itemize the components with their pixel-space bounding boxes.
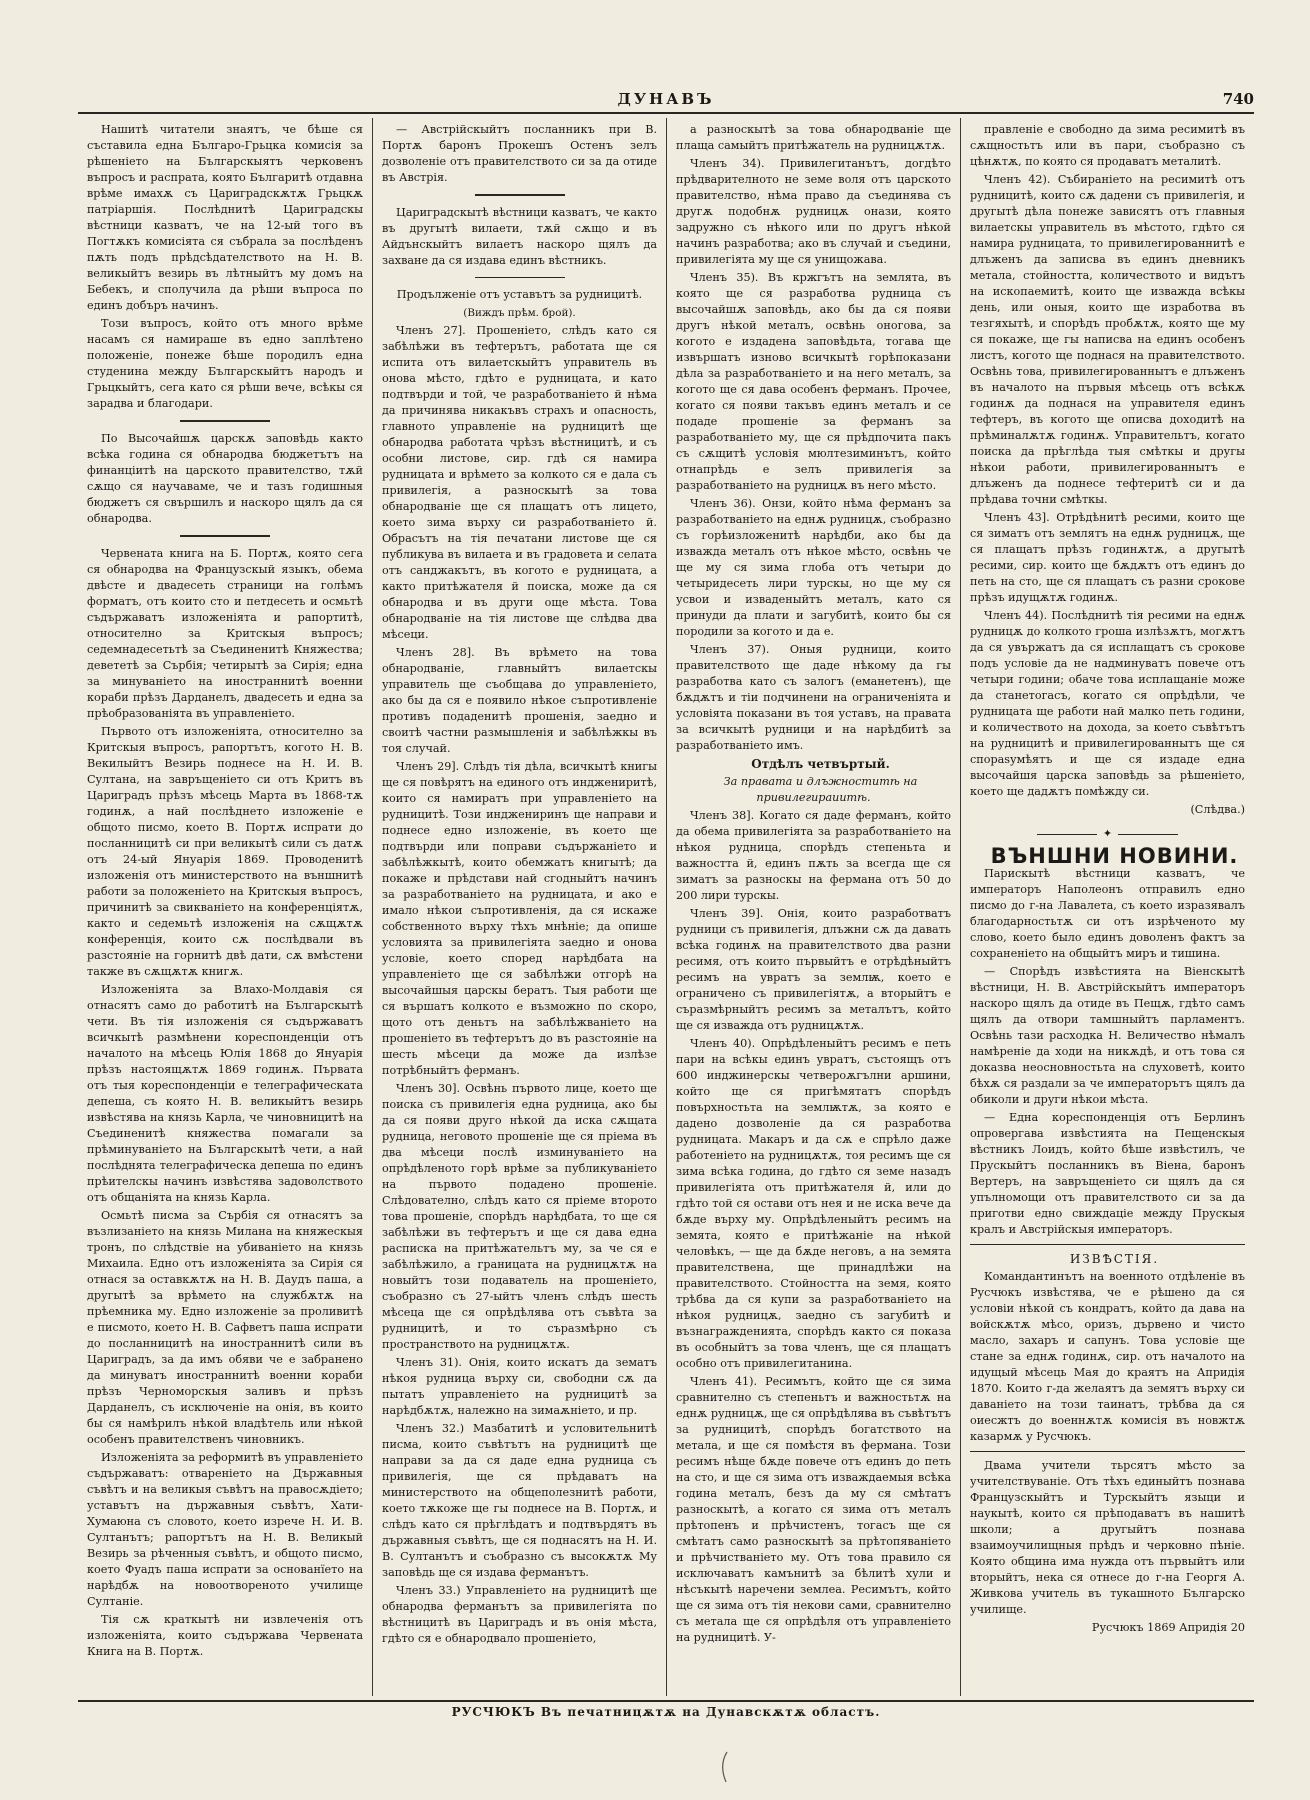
separator (180, 420, 270, 422)
article-paragraph: Членъ 30]. Освѣнь първото лице, което ще поиска съ привилегія една рудница, ако бы да ся появи друго нѣкой да иска сѫщата рудница, неговото прошеніе ще ся пріема въ два мѣсеци послѣ изминуваніето на опрѣдѣленото горѣ врѣме за публикуваніето на първото подадено прошеніе. Слѣдователно, слѣдъ като ся пріеме второто това прошеніе, спорѣдъ нарѣдбата, то ще ся забѣлѣжи въ тефтерътъ и ще ся дава една расписка на притѣжательтъ му, за че ся е забѣлѣжило, а границата на рудницѫтѫ на новыйтъ този подаватель на прошеніето, съобразно съ 27-ыйтъ членъ слѣдъ шесть мѣсеца ще ся опрѣдѣлява отъ съвѣта за рудницитѣ, и то съразмѣрно съ пространството на рудницѫтѫ. (382, 1082, 657, 1351)
article-paragraph: По Высочайшѫ царскѫ заповѣдь както всѣка година ся обнародва бюджетътъ на финанціитѣ на царското правителство, тѫй сѫщо ся научаваме, че и тазъ годишныя бюджетъ ся свършилъ и наскоро щялъ да ся обнародва. (87, 432, 363, 525)
ornament-divider (970, 826, 1245, 842)
article-paragraph: Първото отъ изложеніята, относително за Критскыя въпросъ, рапортътъ, когото Н. В. Векилыйтъ Везирь поднесе на Н. И. В. Султана, на завръщеніето си отъ Критъ въ Цариградъ прѣзъ мѣсець Марта въ 1868-тѫ годинѫ, а най послѣднето изложеніе е общото писмо, което В. Портѫ испрати до посланницитѣ си при великытѣ сили съ датѫ отъ 24-ый Януарія 1869. Проводенитѣ изложенія отъ министерството на външнитѣ работи за положеніето на Критскыя въпросъ, причинитѣ за свикваніето на конференціятѫ, както и седемьтѣ изложенія на сѫщѫтѫ конференція, които сѫ послѣдвали въ разстояніе на горнитѣ двѣ дати, сѫ вмѣстени также въ сѫщѫтѫ книгѫ. (87, 725, 363, 978)
article-paragraph: Членъ 34). Привилегитанътъ, догдѣто прѣдварителното не земе воля отъ царското правителство, нѣма право да съединява съ другѫ подобнѫ рудницѫ онази, която задружно съ нѣкого или по другъ нѣкой начинъ разработва; ако въ случай и съедини, привилегіята му ще ся унищожава. (676, 157, 951, 266)
column-4 (960, 118, 1254, 1696)
article-paragraph: Членъ 41). Ресимътъ, който ще ся зима сравнително съ степеньтъ и важностьтѫ на еднѫ рудницѫ, ще ся опрѣдѣлява въ съвѣтътъ за рудницитѣ, спорѣдъ богатството на метала, и ще ся помѣстя въ фермана. Този ресимъ нѣще бѫде повече отъ единъ до петь на сто, и ще ся зима отъ изваждаемыя всѣка година металъ, безъ да му ся смѣтатъ разноскытѣ, а когато ся зима отъ металъ прѣтопенъ и прѣчистенъ, тогасъ ще ся смѣтатъ само разноскытѣ за прѣтопяваніето и прѣчистваніето му. Отъ това правило ся исключаватъ камънитѣ за бѣлитѣ хули и нѣсъкытѣ наречени землеа. Ресимътъ, който ще ся зима отъ тія некови сами, сравнително съ метала ще ся опрѣдѣля отъ управленіето на рудницитѣ. У- (676, 1375, 951, 1644)
article-paragraph: Членъ 33.) Управленіето на рудницитѣ ще обнародва ферманътъ за привилегіята по вѣстницитѣ въ Цариградъ и въ онія мѣста, гдѣто ся е обнародвало прошеніето, (382, 1584, 657, 1645)
section-title: Продълженіе отъ уставътъ за рудницитѣ. (396, 288, 643, 301)
separator (475, 194, 565, 196)
article-paragraph: Изложеніята за Влахо-Молдавія ся отнасятъ само до работитѣ на Българскытѣ чети. Въ тія изложенія ся съдържаватъ всичкытѣ размѣнени кореспонденціи отъ началото на мѣсець Юлія 1868 до Януарія прѣзъ настоящѫтѫ 1869 годинѫ. Първата отъ тыя кореспонденціи е телеграфическата депеша, съ която Н. В. великыйтъ везирь извѣстява на князь Карла, че чиновницитѣ на Съединенитѣ княжества помагали за прѣминуваніето на Българскытѣ чети, а най послѣднята телеграфическа депеша по единъ прѣителскы начинъ извѣстява задоволството отъ общаніята на князь Карла. (87, 983, 363, 1204)
notice-paragraph: Двама учители тьрсятъ мѣсто за учителствуваніе. Отъ тѣхъ единыйтъ познава Французскыйтъ и Турскыйтъ языци и наукытѣ, които ся прѣподаватъ въ нашитѣ школи; а другыйтъ познава взаимоучилищныя прѣдъ и черковно пѣніе. Която община има нужда отъ първыйтъ или вторыйтъ, нека ся отнесе до г-на Георгя А. Живкова учитель въ тукашното Българско училище. (970, 1459, 1245, 1616)
ornament-line (1037, 834, 1097, 835)
news-paragraph: — Австрійскыйтъ посланникъ при В. Портѫ баронъ Прокешъ Остенъ зелъ дозволеніе отъ правителството си за да отиде въ Австрія. (382, 123, 657, 184)
article-paragraph: Членъ 40). Опрѣдѣленыйтъ ресимъ е петь пари на всѣкы единъ увратъ, състоящъ отъ 600 инджинерскы четвероѫгълни аршини, който ще ся пригѣмятатъ спорѣдъ повърхностьта на землѭтѫ, за която е дадено дозволеніе да ся разработва рудницата. Макаръ и да сѫ е спрѣло даже работеніето на рудницѫтѫ, тоя ресимъ ще ся зима всѣка година, до гдѣто ся земе назадъ привилегіята отъ притѣжателя й, или до гдѣто той ся остави отъ нея и не иска вече да бѫде върху му. Опрѣдѣленыйтъ ресимъ на земята, която е притѣжаніе на нѣкой человѣкъ, — ще да бѫде неговъ, а на земята правителствена, ще принадлѣжи на правителството. Стойността на земя, която трѣбва да ся купи за разработваніето на нѣкоя рудницѫ, заедно съ загубитѣ и възнагражденията, спорѣдъ както ся показа въ особныйтъ за това членъ, ще ся плащатъ особно отъ привилегитанина. (676, 1037, 951, 1370)
notices-heading: ИЗВѢСТІЯ. (1069, 1252, 1160, 1266)
article-paragraph: Членъ 29]. Слѣдъ тія дѣла, всичкытѣ книгы ще ся повѣрятъ на единого отъ инджениритѣ, които ся намиратъ при управленіето на рудницитѣ. Този инджениринъ ще направи и поднесе едно изложеніе, въ което ще подтвърди или поправи съдържаніето и забѣлѣжкытѣ, които обемжатъ книгытѣ; да покаже и прѣдстави най сгодныйтъ начинъ за разработваніето на рудницата, и ако е имало нѣкои съпротивленія, да ся искаже собственното върху тѣхъ мнѣніе; да опише условията за привилегіята заедно и онова условіе, което според нарѣдбата на управленіето ще ся забѣлѣжи отгорѣ на высочайшыя царскы бератъ. Тыя работи ще ся вършатъ колкото е възможно по скоро, щото отъ деньтъ на забѣлѣжваніето на прошеніето въ тефтерътъ до въ разстояніе на шесть мѣсеци да може да излѣзе потрѣбныйтъ ферманъ. (382, 760, 657, 1077)
column-1 (78, 118, 372, 1696)
column-3 (666, 118, 960, 1696)
notice-signature: Русчюкъ 1869 Апридія 20 (1091, 1621, 1245, 1634)
article-paragraph: Членъ 43]. Отрѣдѣнитѣ ресими, които ще ся зиматъ отъ землятъ на еднѫ рудницѫ, ще ся плащатъ прѣзъ годинѫтѫ, а другытѣ ресими, сир. които ще бѫдѫтъ отъ единъ до петь на сто, ще ся плащатъ съ разни срокове прѣзъ идущѫтѫ годинѫ. (970, 511, 1245, 604)
foreign-news-heading: ВЪНШНИ НОВИНИ. (990, 844, 1239, 868)
article-paragraph: Членъ 42). Събираніето на ресимитѣ отъ рудницитѣ, които сѫ дадени съ привилегія, и другытѣ дѣла понеже зависятъ отъ главныя вилаетскы управитель въ мѣстото, гдѣто ся намира рудницата, то привилегированнитѣ е длъженъ да записва въ единъ дневникъ метала, стойността, количеството и видътъ на ископаемитѣ, които ще изважда всѣкы день, или оныя, които ще изработва въ тезгяхытѣ, и спорѣдъ пробѫтѫ, която ще му ся покаже, ще гы написва на единъ особенъ листъ, когото ще поднася на правителството. Освѣнь това, привилегированнытъ е длъженъ въ началото на първыя мѣсець отъ всѣкѫ годинѫ да поднася на управителя единъ тефтеръ, въ когото ще описва доходитѣ на прѣминалѫтѫ годинѫ. Управительтъ, когато поиска да прѣглѣда тыя смѣткы и другы нѣкои работи, привилегированнытъ е длъженъ да поднесе тефтеритѣ си и да прѣдава точни смѣткы. (970, 173, 1245, 506)
article-paragraph: Изложеніята за реформитѣ въ управленіето съдържаватъ: отвареніето на Държавныя съвѣтъ и на великыя съвѣтъ на правосѫдіето; уставътъ на държавныя съвѣтъ, Хати-Хумаюна съ словото, което изрече Н. И. В. Султанътъ; рапортътъ на Н. В. Великый Везирь за рѣченныя съвѣтъ, и общото писмо, което Фуадъ паша испрати за основанїето на нарѣдбѫ на новоотвореното училище Султаніе. (87, 1451, 363, 1608)
article-paragraph: а разноскытѣ за това обнародваніе ще плаща самыйтъ притѣжатель на рудницѫтѫ. (676, 123, 951, 152)
article-paragraph: Тія сѫ краткытѣ ни извлеченія отъ изложеніята, които съдържава Червената Книга на В. Портѫ. (87, 1613, 363, 1658)
newspaper-title: ДУНАВЪ (617, 90, 715, 108)
article-paragraph: Членъ 28]. Въ врѣмето на това обнародваніе, главныйтъ вилаетскы управитель ще съобщава до управленіето, ако бы да ся е появило нѣкое съпротивленіе противъ подаденитѣ прошенія, заедно и своитѣ частни размышленія и забѣлѣжкы въ тоя случай. (382, 646, 657, 755)
article-paragraph: Нашитѣ читатели знаятъ, че бѣше ся съставила една Българо-Грьцка комисія за рѣшеніето на Българскыятъ черковенъ въпросъ и распрата, която Българитѣ отдавна врѣме имахѫ съ Цариградскѫтѫ Грьцкѫ патріаршія. Послѣднитѣ Цариградскы вѣстници казватъ, че на 12-ый того въ Погтѫкъ комисіята ся събрала за послѣденъ пѫть подъ прѣдсѣдателството на Н. В. великыйтъ везирь въ лѣтныйтъ му домъ на Бебекъ, и сполучила да рѣши въпроса по единъ добъръ начинъ. (87, 123, 363, 312)
to-be-continued: (Слѣдва.) (1190, 803, 1245, 816)
article-paragraph: Членъ 37). Оныя рудници, които правителството ще даде нѣкому да гы разработва като съ залогъ (еманетенъ), ще бѫдѫтъ и тіи подчинени на ограниченіята и условіята показани въ тоя уставъ, на правата за всичкытѣ рудници и на нарѣдбитѣ за разработваніето имъ. (676, 643, 951, 752)
separator (180, 535, 270, 537)
article-columns (78, 118, 1254, 1696)
news-paragraph: — Една кореспонденція отъ Берлинъ опровергава извѣстията на Пещенскыя вѣстникъ Лоидъ, който бѣше извѣстилъ, че Прускыйтъ посланникъ въ Віена, баронъ Вертеръ, на завръщеніето си щялъ да ся упълномощи отъ правителството си за да приготви едно свиждаціе между Прускыя кралъ и Австрійскыя императоръ. (970, 1111, 1245, 1236)
section-subheading: За правата и длъжноститѣ на привилегираиитѣ. (723, 775, 918, 804)
article-paragraph: Членъ 32.) Мазбатитѣ и условительнитѣ писма, които съвѣтътъ на рудницитѣ ще направи за да ся даде една рудница съ привилегія, ще ся прѣдаватъ на министерството на общеполезнитѣ работи, което тѫкоже ще гы поднесе на В. Портѫ, и слѣдъ като ся прѣглѣдатъ и подтвърдятъ въ държавныя съвѣтъ, ще ся поднасятъ на Н. И. В. Султанътъ и съобразно съ высокѫтѫ Му заповѣдь ще ся издава ферманътъ. (382, 1422, 657, 1579)
column-2 (372, 118, 666, 1696)
article-paragraph: Членъ 39]. Онія, които разработватъ рудници съ привилегія, длъжни сѫ да давать всѣка годинѫ на правителството два разни ресимя, отъ които първыйтъ е отрѣдѣныйтъ ресимъ на увратъ за землѭ, което е ограничено съ привилегіятѫ, а вторыйтъ е съразмѣрныйтъ ресимъ за металътъ, който ще ся изважда отъ рудницѫтѫ. (676, 907, 951, 1032)
article-paragraph: правленіе е свободно да зима ресимитѣ въ сѫщностьтъ или въ пари, съобразно съ цѣнѫтѫ, по която ся продаватъ металитѣ. (970, 123, 1245, 168)
article-paragraph: Членъ 38]. Когато ся даде ферманъ, който да обема привилегіята за разработваніето на нѣкоя рудница, спорѣдъ степеньта и важността й, единъ пѫть за всегда ще ся зиматъ за разноскы на фермана отъ 50 до 200 лири турскы. (676, 809, 951, 902)
notice-paragraph: Командантинътъ на военното отдѣленіе въ Русчюкъ извѣстява, че е рѣшено да ся условіи нѣкой съ кондратъ, който да дава на войскѫтѫ мѣсо, оризъ, дървено и чисто масло, захаръ и сапунъ. Това условіе ще стане за еднѫ годинѫ, сир. отъ началото на идущый мѣсець Мая до краятъ на Апридія 1870. Които г-да желаятъ да земятъ върху си даваніето на този таинатъ, трѣбва да ся оиесжтъ до военнѫтѫ комисія въ новжтѫ казармѫ у Русчюкъ. (970, 1270, 1245, 1443)
ornament-line (1118, 834, 1178, 835)
article-paragraph: Членъ 35). Въ кржгътъ на землята, въ която ще ся разработва рудница съ высочайшѫ заповѣдь, ако бы да ся появи другъ нѣкой металъ, освѣнь оногова, за когото е издадена заповѣдьта, тогава ще извършатъ изново всичкытѣ горѣпоказани дѣла за разработваніето и на него металъ, за когото ще ся дава особенъ ферманъ. Прочее, когато ся появи такъвъ единъ металъ и се подаде прошеніе за ферманъ за разработваніето му, ще ся прѣдпочита пакъ съ сѫщитѣ условія мюлтезиминътъ, който отнапрѣдь е зелъ привилегія за разработваніето на рудницѫ въ него мѣсто. (676, 271, 951, 492)
news-paragraph: Цариградскытѣ вѣстници казватъ, че както въ другытѣ вилаети, тѫй сѫщо и въ Айдънскыйтъ вилаетъ наскоро щялъ да захване да ся издава единъ вѣстникъ. (382, 206, 657, 267)
page-header (78, 84, 1254, 114)
separator (970, 1451, 1245, 1452)
separator (475, 277, 565, 278)
separator (970, 1244, 1245, 1245)
article-paragraph: Членъ 36). Онзи, който нѣма ферманъ за разработваніето на еднѫ рудницѫ, съобразно съ горѣизложенитѣ нарѣдби, ако бы да изважда металъ отъ нѣкое мѣсто, освѣнь че ще му ся зима глоба отъ четыри до четыридесеть лири турскы, но ще му ся усвои и изваденыйтъ металъ, като ся принуди да плати и загубитѣ, които бы ся породили за когото и да е. (676, 497, 951, 638)
page-number: 740 (1222, 90, 1254, 108)
ornament-icon: ✦ (1102, 827, 1113, 840)
article-paragraph: Червената книга на Б. Портѫ, която сега ся обнародва на Французскый языкъ, обема двѣсте и двадесеть страници на голѣмъ форматъ, отъ които сто и петдесеть и осмьтѣ съдържаватъ изложеніята и рапортитѣ, относително за Критскыя въпросъ; седемнадесетьтѣ за Съединенитѣ Княжества; девететѣ за Сърбія; четирытѣ за Сирія; една за минуваніето на иностраннитѣ военни кораби прѣзъ Дарданелъ, двадесеть и една за прѣобразованіята въ управленіето. (87, 547, 363, 720)
news-paragraph: Парискытѣ вѣстници казватъ, че императоръ Наполеонъ отправилъ едно писмо до г-на Лавалета, съ което изразявалъ благодарностьтѫ си отъ изрѣченото му слово, което было единъ доволенъ фактъ за сохраненіето на общыйтъ миръ и тишина. (970, 867, 1245, 960)
printer-footer: РУСЧЮКЪ Въ печатницѫтѫ на Дунавскѫтѫ областъ. (78, 1700, 1254, 1727)
section-heading: Отдѣлъ четвъртый. (751, 757, 890, 771)
article-paragraph: Членъ 44). Послѣднитѣ тія ресими на еднѫ рудницѫ до колкото гроша излѣзѫтъ, могѫтъ да ся увържатъ да ся исплащатъ съ срокове подъ условіе да не надминуватъ повече отъ четыри години; обаче това исплащаніе може да станетогасъ, когато ся опрѣдѣли, че рудницата ще работи най малко петь години, и количеството на дохода, за което съвѣтътъ на рудницитѣ и привилегированнытъ ще ся спораѕумѣятъ и ще ся издаде една высочайшя царска заповѣдь за рѣшеніето, което ще дадѫтъ помѣжду си. (970, 609, 1245, 798)
article-paragraph: Членъ 27]. Прошеніето, слѣдъ като ся забѣлѣжи въ тефтерътъ, работата ще ся испита отъ вилаетскыйтъ управитель въ онова мѣсто, гдѣто е рудницата, и като подтвърди и той, че разработваніето й нѣма да причинява никакъвъ страхъ и опасность, главното управленіе на рудницитѣ ще обнародва работата чрѣзъ вѣстницитѣ, и съ особни листове, сир. гдѣ ся намира рудницата и врѣмето за колкото ся е дала съ привилегія, а разноскытѣ за това обнародваніе ще ся плащатъ отъ лицето, което зима върху си разработваніето й. Обрасътъ на тія печатани листове ще ся публикува въ вилаета и въ градовета и селата отъ санджакътъ, въ когото е рудницата, а както притѣжателя й поиска, може да ся обнародва и въ други още мѣста. Това обнародваніе на тія листове ще слѣдва два мѣсеци. (382, 324, 657, 641)
article-paragraph: Осмьтѣ писма за Сърбія ся отнасятъ за възлизаніето на князь Милана на княжескыя тронъ, по слѣдствіе на убиваніето на князь Михаила. Едно отъ изложеніята за Сирія ся отнася за оставкѫтѫ на Н. В. Даудъ паша, а другытѣ за врѣмето на службѫтѫ на прѣемника му. Едно изложеніе за проливитѣ е писмото, което Н. В. Сафветъ паша испрати до посланницитѣ на иностраннитѣ сили въ Цариградъ, за да имъ обяви че е забранено да минуватъ иностраннитѣ военни кораби прѣзъ Черноморскыя заливъ и прѣзъ Дарданелъ, съ исключеніе на онія, въ които бы ся намѣрилъ нѣкой владѣтель или нѣкой особенъ правителственъ чиновникъ. (87, 1209, 363, 1446)
news-paragraph: — Спорѣдъ извѣстията на Віенскытѣ вѣстници, Н. В. Австрійскыйтъ императоръ наскоро щялъ да отиде въ Пещѫ, гдѣто самъ щялъ да отвори тамшныйтъ парламентъ. Освѣнь тази расходка Н. Величество нѣмалъ намѣреніе да ходи на никѫдѣ, и отъ това ся доказва неосновностьта на слуховетѣ, които бѣхѫ ся раздали за че императорътъ щялъ да обиколи и други нѣкои мѣста. (970, 965, 1245, 1106)
binding-mark-icon (718, 1750, 732, 1784)
article-paragraph: Членъ 31). Онія, които искатъ да зематъ нѣкоя рудница върху си, свободни сѫ да пытатъ управленіето на рудницитѣ за нарѣдбѫтѫ, належно на зимаѫніето, и пр. (382, 1356, 657, 1417)
article-paragraph: Този въпросъ, който отъ много врѣме насамъ ся намираше въ едно заплѣтено положеніе, понеже бѣше породилъ една студенина между Българскыйтъ народъ и Грьцкыйтъ, сега като ся рѣши вече, всѣкы ся зарадва и благодари. (87, 317, 363, 410)
section-note: (Виждъ прѣм. брой). (463, 307, 576, 319)
